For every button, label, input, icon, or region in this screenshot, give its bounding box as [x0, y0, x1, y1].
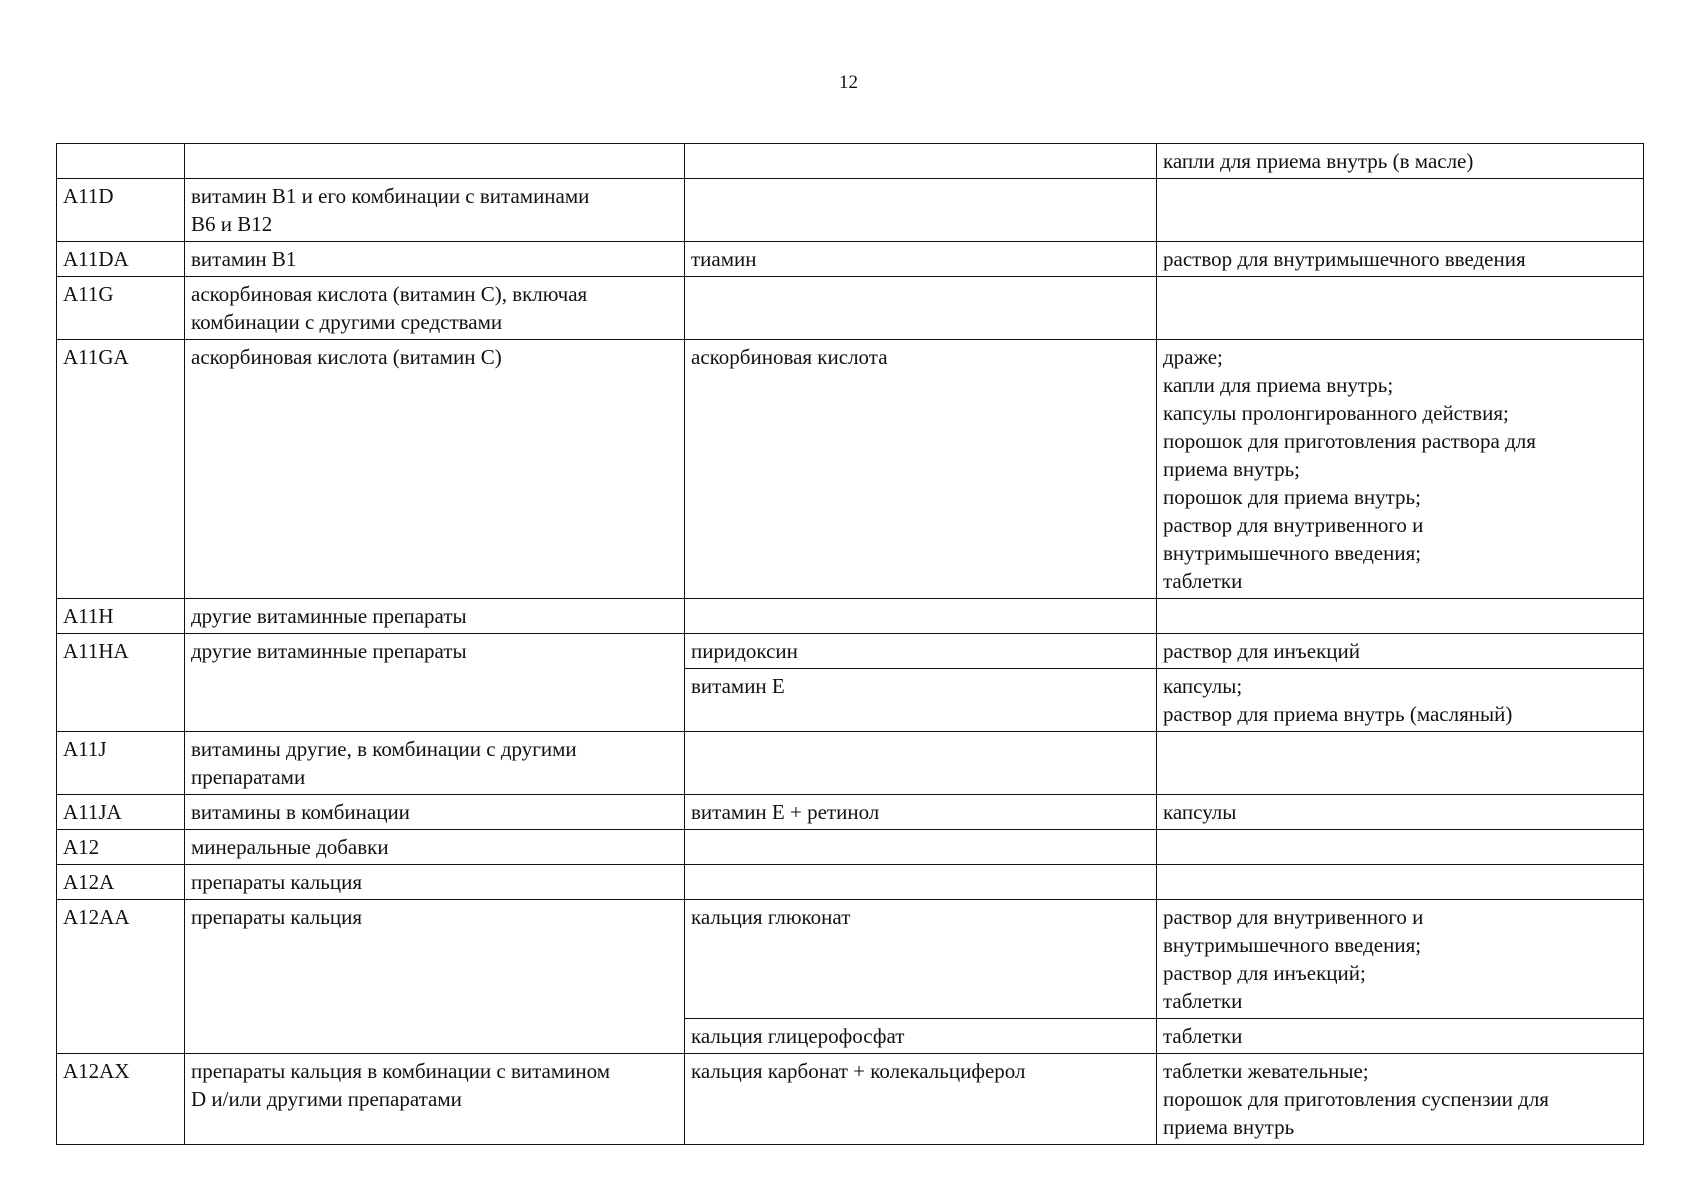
dosage-form-line: капли для приема внутрь;	[1163, 373, 1394, 397]
table-row	[57, 277, 1644, 340]
dosage-form-line: раствор для инъекций;	[1163, 961, 1366, 985]
group-name-cell	[185, 732, 685, 795]
dosage-forms-cell	[1157, 340, 1644, 599]
dosage-form-line: таблетки жевательные;	[1163, 1059, 1369, 1083]
table-row	[57, 242, 1644, 277]
dosage-form-line: внутримышечного введения;	[1163, 541, 1422, 565]
atc-code-cell	[57, 144, 185, 179]
dosage-forms-cell	[1157, 795, 1644, 830]
atc-code-cell: A12AA	[57, 900, 185, 1054]
dosage-form-line: таблетки	[1163, 569, 1243, 593]
drug-name-cell	[685, 865, 1157, 900]
group-name-line: D и/или другими препаратами	[191, 1087, 462, 1111]
group-name-line: другие витаминные препараты	[191, 639, 467, 663]
drug-table	[56, 143, 1644, 1145]
dosage-forms-cell	[1157, 1054, 1644, 1145]
dosage-form-line: раствор для внутримышечного введения	[1163, 247, 1526, 271]
drug-name-cell: витамин E	[685, 669, 1157, 732]
group-name-line: препараты кальция	[191, 905, 363, 929]
group-name-cell	[185, 340, 685, 599]
dosage-form-line: капсулы;	[1163, 674, 1243, 698]
dosage-forms-cell	[1157, 599, 1644, 634]
group-name-cell	[185, 900, 685, 1054]
group-name-line: минеральные добавки	[191, 835, 389, 859]
drug-name-cell	[685, 277, 1157, 340]
group-name-cell	[185, 179, 685, 242]
dosage-forms-cell	[1157, 1019, 1644, 1054]
group-name-line: аскорбиновая кислота (витамин C), включая	[191, 282, 588, 306]
dosage-form-line: внутримышечного введения;	[1163, 933, 1422, 957]
dosage-forms-cell	[1157, 144, 1644, 179]
dosage-forms-cell	[1157, 865, 1644, 900]
drug-name-cell	[685, 732, 1157, 795]
group-name-line: витамин B1 и его комбинации с витаминами	[191, 184, 590, 208]
group-name-line: препаратами	[191, 765, 306, 789]
dosage-form-line: приема внутрь;	[1163, 457, 1301, 481]
group-name-cell	[185, 634, 685, 732]
drug-name-cell: кальция карбонат + колекальциферол	[685, 1054, 1157, 1145]
table-body	[57, 144, 1644, 1145]
dosage-forms-cell	[1157, 830, 1644, 865]
table-row	[57, 900, 1644, 1019]
dosage-forms-cell	[1157, 634, 1644, 669]
dosage-forms-cell	[1157, 179, 1644, 242]
table-row	[57, 732, 1644, 795]
group-name-cell	[185, 599, 685, 634]
dosage-forms-cell	[1157, 732, 1644, 795]
dosage-form-line: порошок для приготовления суспензии для	[1163, 1087, 1549, 1111]
group-name-line: препараты кальция в комбинации с витамином	[191, 1059, 611, 1083]
group-name-cell	[185, 277, 685, 340]
table-row	[57, 599, 1644, 634]
group-name-line: комбинации с другими средствами	[191, 310, 503, 334]
drug-name-cell: аскорбиновая кислота	[685, 340, 1157, 599]
atc-code-cell: A11D	[57, 179, 185, 242]
group-name-cell	[185, 242, 685, 277]
group-name-line: витамины в комбинации	[191, 800, 410, 824]
dosage-form-line: капсулы пролонгированного действия;	[1163, 401, 1509, 425]
group-name-line: препараты кальция	[191, 870, 363, 894]
dosage-form-line: драже;	[1163, 345, 1223, 369]
dosage-form-line: раствор для внутривенного и	[1163, 905, 1424, 929]
group-name-line: витамины другие, в комбинации с другими	[191, 737, 577, 761]
dosage-form-line: приема внутрь	[1163, 1115, 1295, 1139]
table-row	[57, 144, 1644, 179]
dosage-forms-cell	[1157, 277, 1644, 340]
drug-name-cell: кальция глюконат	[685, 900, 1157, 1019]
table-row	[57, 830, 1644, 865]
dosage-form-line: порошок для приготовления раствора для	[1163, 429, 1536, 453]
drug-name-cell: кальция глицерофосфат	[685, 1019, 1157, 1054]
group-name-line: аскорбиновая кислота (витамин C)	[191, 345, 502, 369]
drug-name-cell: тиамин	[685, 242, 1157, 277]
atc-code-cell: A11J	[57, 732, 185, 795]
dosage-form-line: раствор для внутривенного и	[1163, 513, 1424, 537]
page-number: 12	[839, 72, 858, 93]
atc-code-cell: A11G	[57, 277, 185, 340]
dosage-form-line: таблетки	[1163, 1024, 1243, 1048]
drug-name-cell: пиридоксин	[685, 634, 1157, 669]
drug-name-cell	[685, 179, 1157, 242]
drug-name-cell	[685, 830, 1157, 865]
drug-name-cell: витамин E + ретинол	[685, 795, 1157, 830]
group-name-cell	[185, 1054, 685, 1145]
dosage-form-line: порошок для приема внутрь;	[1163, 485, 1421, 509]
atc-code-cell: A11GA	[57, 340, 185, 599]
drug-name-cell	[685, 144, 1157, 179]
dosage-forms-cell	[1157, 669, 1644, 732]
group-name-line: другие витаминные препараты	[191, 604, 467, 628]
table-row	[57, 795, 1644, 830]
atc-code-cell: A12A	[57, 865, 185, 900]
group-name-line: B6 и B12	[191, 212, 273, 236]
dosage-form-line: раствор для инъекций	[1163, 639, 1360, 663]
group-name-cell	[185, 830, 685, 865]
table-row	[57, 179, 1644, 242]
dosage-form-line: раствор для приема внутрь (масляный)	[1163, 702, 1513, 726]
atc-code-cell: A11HA	[57, 634, 185, 732]
table-row	[57, 865, 1644, 900]
group-name-cell	[185, 865, 685, 900]
table-row	[57, 1054, 1644, 1145]
dosage-form-line: таблетки	[1163, 989, 1243, 1013]
group-name-cell	[185, 795, 685, 830]
dosage-form-line: капсулы	[1163, 800, 1237, 824]
atc-code-cell: A11DA	[57, 242, 185, 277]
atc-code-cell: A12	[57, 830, 185, 865]
atc-code-cell: A11JA	[57, 795, 185, 830]
group-name-line: витамин B1	[191, 247, 297, 271]
table-row	[57, 634, 1644, 669]
dosage-forms-cell	[1157, 242, 1644, 277]
atc-code-cell: A11H	[57, 599, 185, 634]
atc-code-cell: A12AX	[57, 1054, 185, 1145]
dosage-forms-cell	[1157, 900, 1644, 1019]
table-row	[57, 340, 1644, 599]
dosage-form-line: капли для приема внутрь (в масле)	[1163, 149, 1474, 173]
drug-name-cell	[685, 599, 1157, 634]
group-name-cell	[185, 144, 685, 179]
